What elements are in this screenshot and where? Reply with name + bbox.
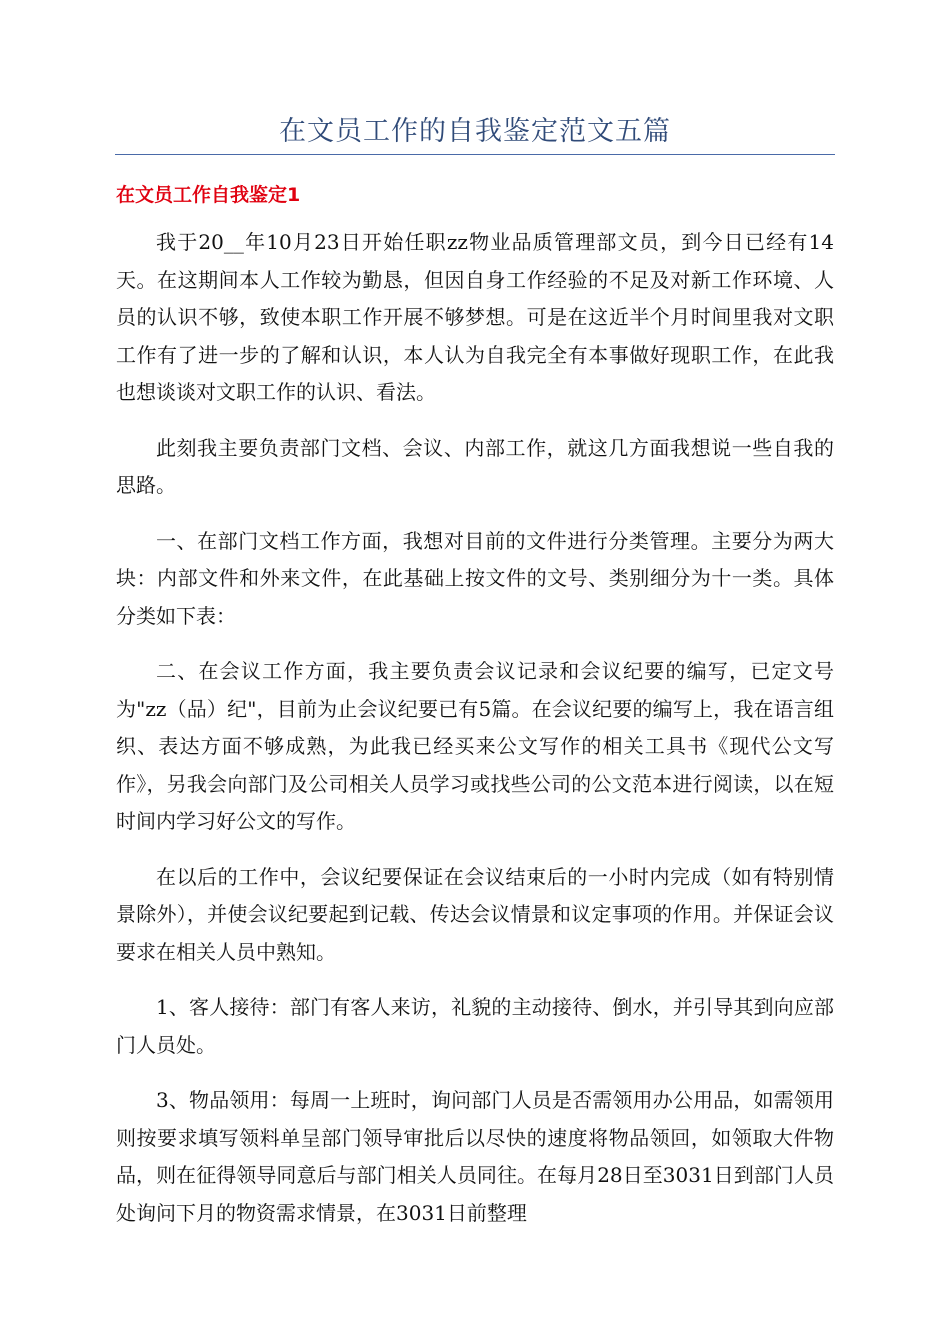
document-title: 在文员工作的自我鉴定范文五篇 bbox=[279, 116, 671, 147]
title-divider bbox=[115, 154, 835, 155]
section-heading: 在文员工作自我鉴定1 bbox=[116, 184, 301, 206]
paragraph: 3、物品领用：每周一上班时，询问部门人员是否需领用办公用品，如需领用则按要求填写领料单呈部门领导审批后以尽快的速度将物品领回，如领取大件物品，则在征得领导同意后与部门相关人员同往。在每月28日至3031日到部门人员处询问下月的物资需求情景，在3031日前整理 bbox=[116, 1088, 834, 1225]
paragraph: 在以后的工作中，会议纪要保证在会议结束后的一小时内完成（如有特别情景除外），并使会议纪要起到记载、传达会议情景和议定事项的作用。并保证会议要求在相关人员中熟知。 bbox=[116, 864, 834, 964]
paragraph: 我于20__年10月23日开始任职zz物业品质管理部文员，到今日已经有14天。在这期间本人工作较为勤恳，但因自身工作经验的不足及对新工作环境、人员的认识不够，致使本职工作开展不够梦想。可是在这近半个月时间里我对文职工作有了进一步的了解和认识，本人认为自我完全有本事做好现职工作，在此我也想谈谈对文职工作的认识、看法。 bbox=[116, 230, 834, 404]
paragraph: 1、客人接待：部门有客人来访，礼貌的主动接待、倒水，并引导其到向应部门人员处。 bbox=[116, 995, 834, 1057]
paragraph: 一、在部门文档工作方面，我想对目前的文件进行分类管理。主要分为两大块：内部文件和外来文件，在此基础上按文件的文号、类别细分为十一类。具体分类如下表： bbox=[116, 528, 834, 628]
paragraph: 此刻我主要负责部门文档、会议、内部工作，就这几方面我想说一些自我的思路。 bbox=[116, 435, 834, 497]
document-body bbox=[116, 224, 834, 1250]
paragraph: 二、在会议工作方面，我主要负责会议记录和会议纪要的编写，已定文号为"zz（品）纪"，目前为止会议纪要已有5篇。在会议纪要的编写上，我在语言组织、表达方面不够成熟，为此我已经买来公文写作的相关工具书《现代公文写作》，另我会向部门及公司相关人员学习或找些公司的公文范本进行阅读，以在短时间内学习好公文的写作。 bbox=[116, 659, 834, 833]
